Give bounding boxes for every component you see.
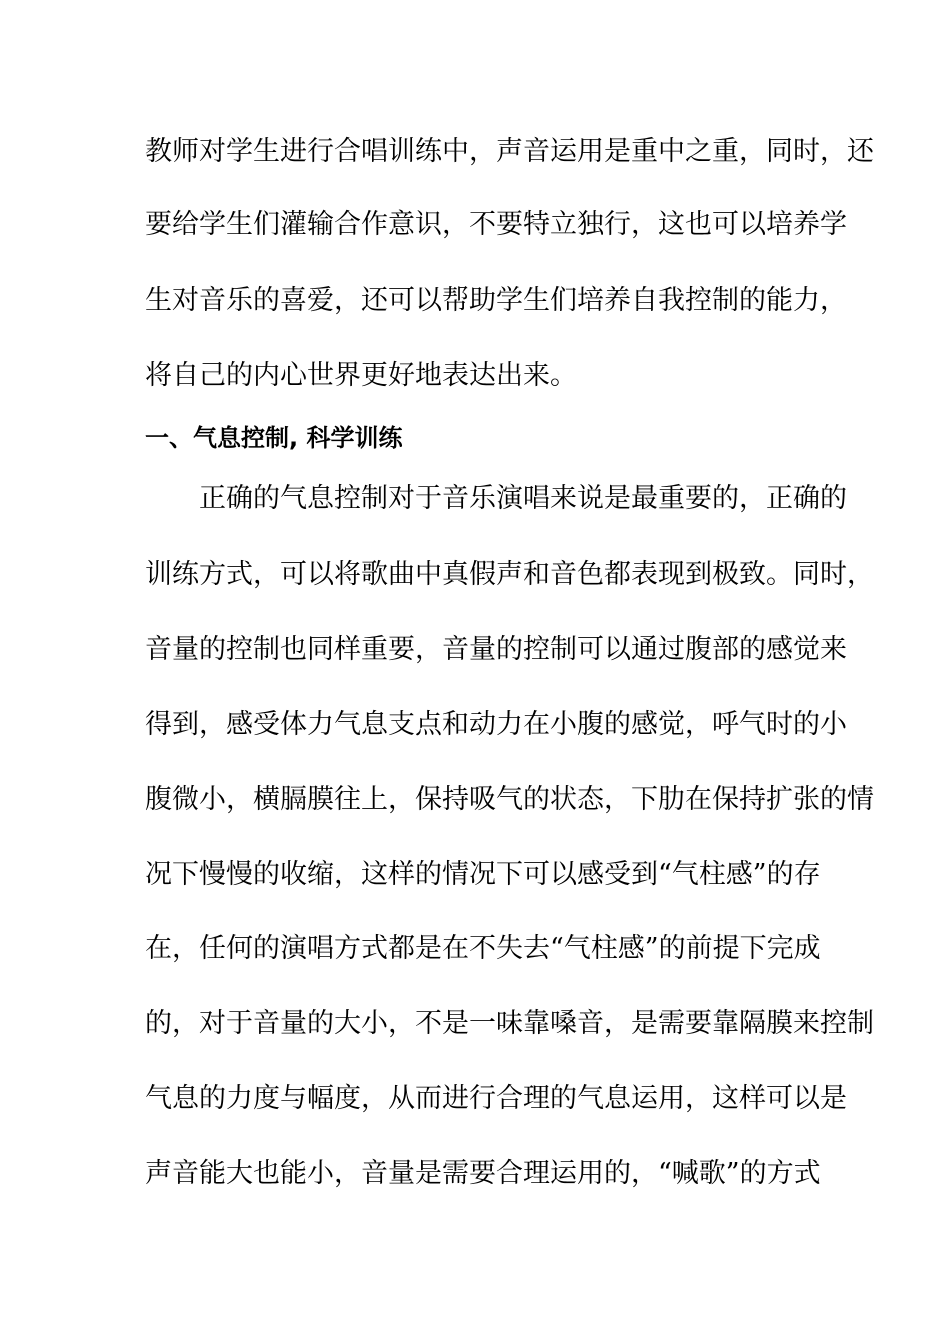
paragraph-line: 正确的气息控制对于音乐演唱来说是最重要的，正确的 [199, 483, 847, 514]
paragraph-line: 将自己的内心世界更好地表达出来。 [145, 360, 577, 391]
paragraph-line: 况下慢慢的收缩，这样的情况下可以感受到“气柱感”的存 [145, 859, 821, 890]
paragraph-line: 在，任何的演唱方式都是在不失去“气柱感”的前提下完成 [145, 933, 821, 964]
paragraph-line: 训练方式，可以将歌曲中真假声和音色都表现到极致。同时， [145, 559, 874, 590]
paragraph-line: 声音能大也能小，音量是需要合理运用的，“喊歌”的方式 [145, 1158, 821, 1189]
paragraph-line: 音量的控制也同样重要，音量的控制可以通过腹部的感觉来 [145, 634, 847, 665]
paragraph-line: 气息的力度与幅度，从而进行合理的气息运用，这样可以是 [145, 1083, 847, 1114]
paragraph-line: 的，对于音量的大小，不是一味靠嗓音，是需要靠隔膜来控制 [145, 1008, 874, 1039]
paragraph-line: 腹微小，横膈膜往上，保持吸气的状态，下肋在保持扩张的情 [145, 784, 874, 815]
paragraph-line: 教师对学生进行合唱训练中，声音运用是重中之重，同时，还 [145, 136, 874, 167]
paragraph-line: 得到，感受体力气息支点和动力在小腹的感觉，呼气时的小 [145, 709, 847, 740]
section-heading: 一、气息控制, 科学训练 [145, 424, 403, 452]
paragraph-line: 要给学生们灌输合作意识，不要特立独行，这也可以培养学 [145, 209, 847, 240]
paragraph-line: 生对音乐的喜爱，还可以帮助学生们培养自我控制的能力， [145, 285, 847, 316]
